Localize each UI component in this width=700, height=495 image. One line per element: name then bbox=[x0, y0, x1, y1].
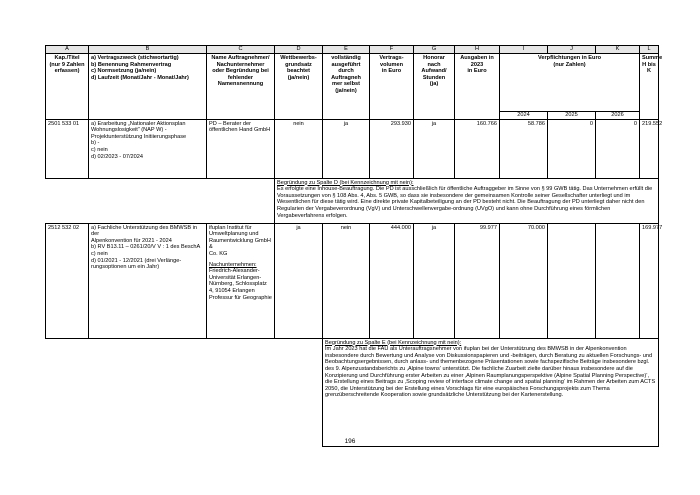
table-row bbox=[46, 223, 659, 338]
header-ausgefuehrt: vollständig ausgeführt durch Auftragneh mer selbst (ja/nein) bbox=[323, 54, 370, 120]
header-wettbewerb: Wettbewerbs- grundsatz beachtet (ja/nein) bbox=[275, 54, 323, 120]
wettbewerb: nein bbox=[275, 119, 323, 178]
justification-title: Begründung zu Spalte E (bei Kennzeichnung mit nein): bbox=[325, 339, 462, 346]
summe: 219.552 bbox=[640, 119, 659, 178]
volumen: 444.000 bbox=[370, 223, 414, 338]
header-kap-titel: Kap./Titel (nur 9 Zahlen erfassen) bbox=[46, 54, 89, 120]
verpflichtung-2025: 0 bbox=[548, 119, 596, 178]
col-letter-k: K bbox=[596, 46, 640, 54]
header-row bbox=[46, 54, 659, 112]
column-letter-row bbox=[46, 46, 659, 54]
col-letter-b: B bbox=[89, 46, 207, 54]
honorar: ja bbox=[414, 119, 455, 178]
page-number: 196 bbox=[344, 438, 356, 445]
volumen: 293.930 bbox=[370, 119, 414, 178]
verpflichtung-2024: 58.786 bbox=[500, 119, 548, 178]
col-letter-f: F bbox=[370, 46, 414, 54]
verpflichtung-2024: 70.000 bbox=[500, 223, 548, 338]
justification-row bbox=[46, 338, 659, 446]
year-2025: 2025 bbox=[548, 112, 596, 120]
col-letter-a: A bbox=[46, 46, 89, 54]
ausgaben-2023: 99.977 bbox=[455, 223, 500, 338]
justification-title: Begründung zu Spalte D (bei Kennzeichnung mit nein): bbox=[277, 179, 414, 186]
kap-titel: 2501 533 01 bbox=[46, 119, 89, 178]
vertragszweck: a) Fachliche Unterstützung des BMWSB in der Alpenkonvention für 2021 - 2024 b) RV B13.11 – 0261/20/V V : 1 des BeschA c) nein d) 01/2021 - 12/2021 (drei Verlänge-rungsoptionen um ein Jahr) bbox=[89, 223, 207, 338]
auftragnehmer-cell bbox=[207, 223, 275, 338]
header-verpflichtungen: Verpflichtungen in Euro (nur Zahlen) bbox=[500, 54, 640, 112]
verpflichtung-2025 bbox=[548, 223, 596, 338]
year-2024: 2024 bbox=[500, 112, 548, 120]
verpflichtung-2026: 0 bbox=[596, 119, 640, 178]
justification-text: Im Jahr 2023 hat die FAU als Unterauftragsnehmer von ifuplan bei der Unterstützung des BMWSB in der Alpenkonvention insbesondere durch Bewertung und Analyse von Diskussionspapieren und -beiträgen, durch Beratung zu aktuellen Forschungs- und Beobachtungsergebnissen, durch anlass- und themenbezogene Präsentationen sowie fachspezifische Beiträge insbesondere bzgl. des 9. Alpenzustandsberichts zu ‚Alpine towns‘ unterstützt. Die fachliche Zuarbeit zielte darüber hinaus insbesondere auf die Konzipierung und Durchführung erster Arbeiten zu einer ‚Alpinen Raumplanungsperspektive (Alpine Spatial Planning Perspective)‘, die Erstellung eines Beitrags zu ‚Scoping review of interface climate change and spatial planning‘ im Rahmen der Arbeiten zum ACTS 2050, die Unterstützung bei der Erstellung eines Vorschlags für eine europäisches Forschungsprojekts zum Thema grenzüberschreitende Kooperation sowie grundsätzliche Unterstützung bei der Kartenerstellung. bbox=[325, 346, 656, 399]
col-letter-i: I bbox=[500, 46, 548, 54]
header-auftragnehmer: Name Auftragnehmer/ Nachunternehmer oder Begründung bei fehlender Namensnennung bbox=[207, 54, 275, 120]
summe: 169.977 bbox=[640, 223, 659, 338]
justification-cell bbox=[323, 338, 659, 446]
header-summe: Summe H bis K bbox=[640, 54, 659, 120]
col-letter-e: E bbox=[323, 46, 370, 54]
wettbewerb: ja bbox=[275, 223, 323, 338]
vertragszweck: a) Erarbeitung „Nationaler Aktionsplan Wohnungslosigkeit“ (NAP W) - Projektunterstützung Initiierungsphase b) - c) nein d) 02/2023 - 07/2024 bbox=[89, 119, 207, 178]
col-letter-l: L bbox=[640, 46, 659, 54]
justification-text: Es erfolgte eine Inhouse-Beauftragung. Die PD ist ausschließlich für öffentliche Auftraggeber im Sinne von § 99 GWB tätig. Das Unternehmen erfüllt die Voraussetzungen von § 108 Abs. 4, Abs. 5 GWB, so dass sie insbesondere der gemeinsamen Kontrolle seiner Gesellschafter unterliegt und im Wesentlichen für diese tätig wird. Eine direkte private Kapitalbeteiligung an der PD besteht nicht. Die Beauftragung der PD unterliegt daher nicht den Regularien der Vergabeverordnung (VgV) und Unterschwellenvergabe-ordnung (UVgO) und kann ohne Durchführung eines förmlichen Vergabeverfahrens erfolgen. bbox=[277, 186, 653, 219]
header-ausgaben-2023: Ausgaben in 2023 in Euro bbox=[455, 54, 500, 120]
header-honorar: Honorar nach Aufwand/ Stunden (ja) bbox=[414, 54, 455, 120]
auftragnehmer: ifuplan Institut für Umweltplanung und Raumentwicklung GmbH & Co. KG bbox=[209, 224, 271, 257]
col-letter-d: D bbox=[275, 46, 323, 54]
header-volumen: Vertrags- volumen in Euro bbox=[370, 54, 414, 120]
year-2026: 2026 bbox=[596, 112, 640, 120]
table-row bbox=[46, 119, 659, 178]
ausgefuehrt: nein bbox=[323, 223, 370, 338]
nachunternehmen: Friedrich-Alexander-Universität Erlangen-Nürnberg, Schlossplatz 4, 91054 Erlangen Professur für Geographie bbox=[209, 268, 272, 301]
ausgefuehrt: ja bbox=[323, 119, 370, 178]
verpflichtung-2026 bbox=[596, 223, 640, 338]
nachunternehmen-title: Nachunternehmen: bbox=[209, 261, 257, 268]
justification-row bbox=[46, 178, 659, 223]
auftragnehmer: PD – Berater der öffentlichen Hand GmbH bbox=[207, 119, 275, 178]
col-letter-c: C bbox=[207, 46, 275, 54]
justification-cell bbox=[275, 178, 659, 223]
procurement-table bbox=[45, 45, 663, 447]
header-vertragszweck: a) Vertragszweck (stichwortartig) b) Benennung Rahmenvertrag c) Normsetzung (ja/nein) d) Laufzeit (Monat/Jahr - Monat/Jahr) bbox=[89, 54, 207, 120]
col-letter-g: G bbox=[414, 46, 455, 54]
honorar: ja bbox=[414, 223, 455, 338]
ausgaben-2023: 160.766 bbox=[455, 119, 500, 178]
col-letter-j: J bbox=[548, 46, 596, 54]
kap-titel: 2512 532 02 bbox=[46, 223, 89, 338]
col-letter-h: H bbox=[455, 46, 500, 54]
